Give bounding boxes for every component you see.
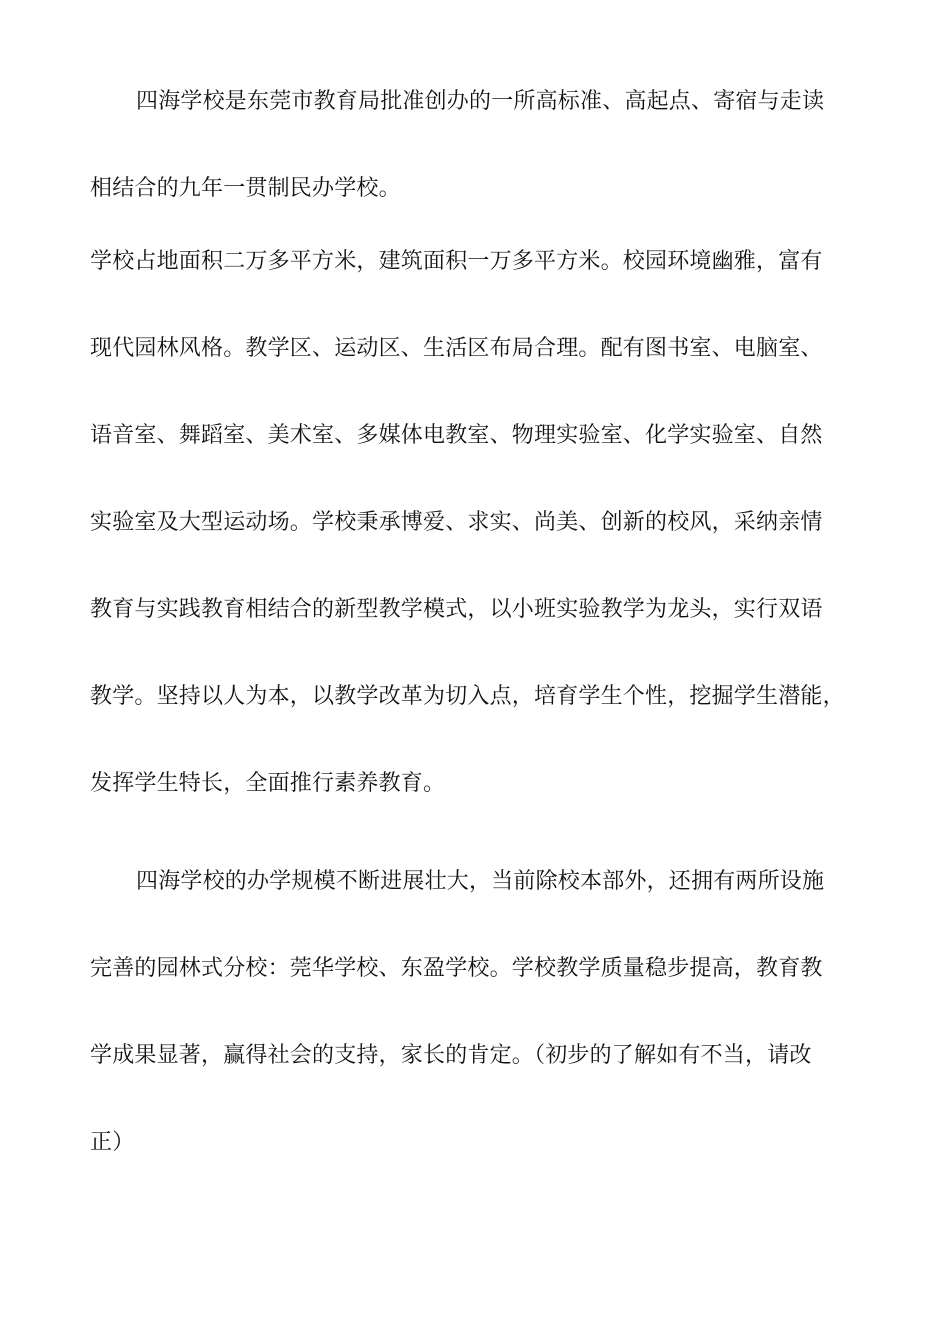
paragraph-2-line-3: 语音室、舞蹈室、美术室、多媒体电教室、物理实验室、化学实验室、自然	[90, 423, 823, 448]
paragraph-3-line-1: 四海学校的办学规模不断进展壮大，当前除校本部外，还拥有两所设施	[136, 869, 825, 894]
paragraph-2-line-5: 教育与实践教育相结合的新型教学模式，以小班实验教学为龙头，实行双语	[90, 597, 823, 622]
paragraph-2-line-1: 学校占地面积二万多平方米，建筑面积一万多平方米。校园环境幽雅，富有	[90, 249, 823, 274]
paragraph-3-line-4: 正）	[90, 1130, 135, 1155]
paragraph-1-line-2: 相结合的九年一贯制民办学校。	[90, 176, 401, 201]
paragraph-2-line-7: 发挥学生特长，全面推行素养教育。	[90, 771, 446, 796]
paragraph-3-line-3: 学成果显著，赢得社会的支持，家长的肯定。（初步的了解如有不当，请改	[90, 1043, 812, 1068]
paragraph-3-line-2: 完善的园林式分校：莞华学校、东盈学校。学校教学质量稳步提高，教育教	[90, 956, 823, 981]
paragraph-2-line-6: 教学。坚持以人为本，以教学改革为切入点，培育学生个性，挖掘学生潜能，	[90, 684, 845, 709]
paragraph-2-line-2: 现代园林风格。教学区、运动区、生活区布局合理。配有图书室、电脑室、	[90, 336, 823, 361]
paragraph-1-line-1: 四海学校是东莞市教育局批准创办的一所高标准、高起点、寄宿与走读	[136, 89, 825, 114]
paragraph-2-line-4: 实验室及大型运动场。学校秉承博爱、求实、尚美、创新的校风，采纳亲情	[90, 510, 823, 535]
